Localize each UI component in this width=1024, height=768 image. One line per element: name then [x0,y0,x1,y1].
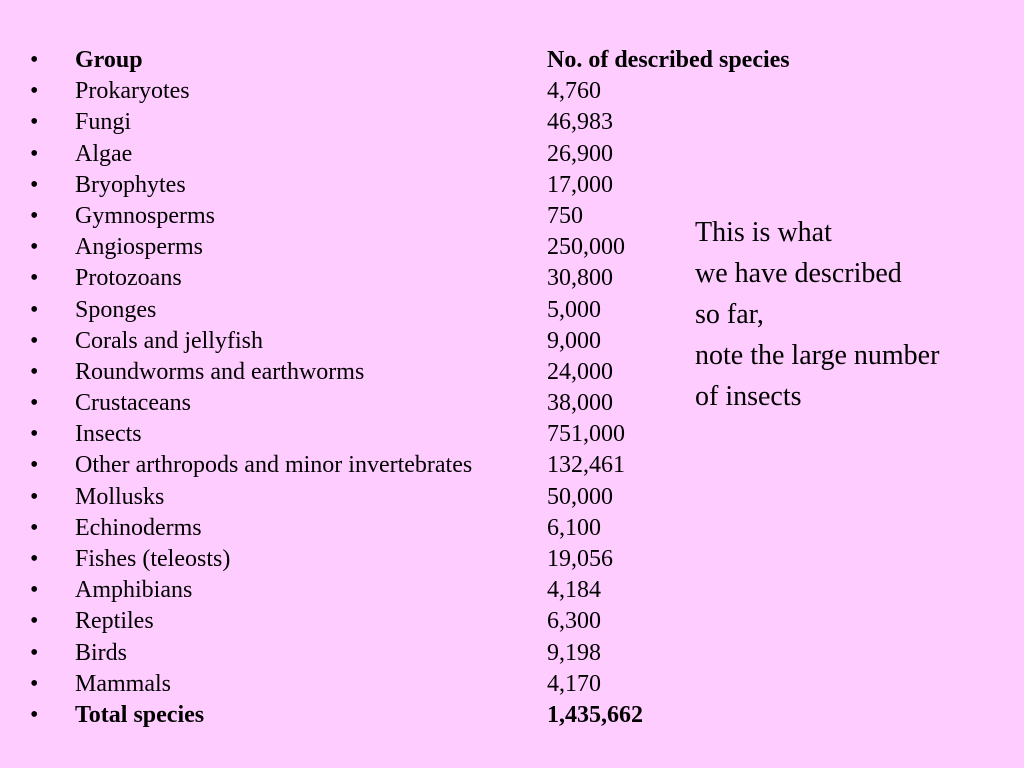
group-name: Corals and jellyfish [75,327,263,354]
group-name: Prokaryotes [75,78,190,105]
species-count: 19,056 [547,546,613,572]
group-name: Birds [75,639,128,666]
bullet: • [30,390,39,417]
note-line: of insects [695,381,802,412]
bullet: • [30,234,39,261]
bullet: • [30,78,39,105]
species-count: 132,461 [547,452,625,479]
species-count-column-header: No. of described species [547,47,790,73]
bullet: • [30,109,39,136]
bullet: • [30,265,39,292]
note-line: note the large number [695,340,940,371]
group-name: Amphibians [75,577,193,604]
note-line: we have described [695,258,902,289]
species-count: 38,000 [547,390,613,417]
insects-note [695,212,1015,417]
group-name: Algae [75,140,133,167]
total-label: Total species [75,701,205,728]
species-count: 6,100 [547,514,601,541]
species-count: 9,198 [547,639,601,666]
species-count: 50,000 [547,483,613,510]
species-count: 4,170 [547,670,601,697]
species-count: 250,000 [547,234,625,261]
species-count: 24,000 [547,358,613,385]
group-name: Bryophytes [75,171,186,198]
group-name: Protozoans [75,265,182,292]
bullet: • [30,296,39,323]
bullet: • [30,483,39,510]
species-count: 46,983 [547,109,613,136]
group-name: Roundworms and earthworms [75,358,365,385]
group-name: Fishes (teleosts) [75,546,231,572]
species-count: 4,184 [547,577,601,604]
bullet: • [30,452,39,479]
group-name: Angiosperms [75,234,203,261]
bullet: • [30,47,39,73]
group-name: Fungi [75,109,132,136]
bullet: • [30,140,39,167]
group-name: Insects [75,421,142,448]
bullet: • [30,608,39,635]
bullet: • [30,701,39,728]
bullet: • [30,514,39,541]
bullet: • [30,546,39,572]
bullet: • [30,358,39,385]
bullet: • [30,327,39,354]
bullet: • [30,670,39,697]
species-count: 4,760 [547,78,601,105]
species-count: 5,000 [547,296,601,323]
group-name: Crustaceans [75,390,191,417]
bullet: • [30,171,39,198]
group-name: Gymnosperms [75,202,215,229]
group-name: Other arthropods and minor invertebrates [75,452,473,479]
note-line: This is what [695,217,832,248]
note-line: so far, [695,299,764,330]
total-count: 1,435,662 [547,701,643,728]
group-name: Reptiles [75,608,154,635]
group-name: Mollusks [75,483,165,510]
group-name: Mammals [75,670,171,697]
group-column-header: Group [75,47,143,73]
bullet: • [30,639,39,666]
species-count: 6,300 [547,608,601,635]
species-count: 17,000 [547,171,613,198]
bullet: • [30,577,39,604]
species-count: 751,000 [547,421,625,448]
species-count: 26,900 [547,140,613,167]
species-count: 30,800 [547,265,613,292]
species-count: 9,000 [547,327,601,354]
bullet: • [30,202,39,229]
group-name: Sponges [75,296,157,323]
species-count: 750 [547,202,583,229]
group-name: Echinoderms [75,514,202,541]
bullet: • [30,421,39,448]
